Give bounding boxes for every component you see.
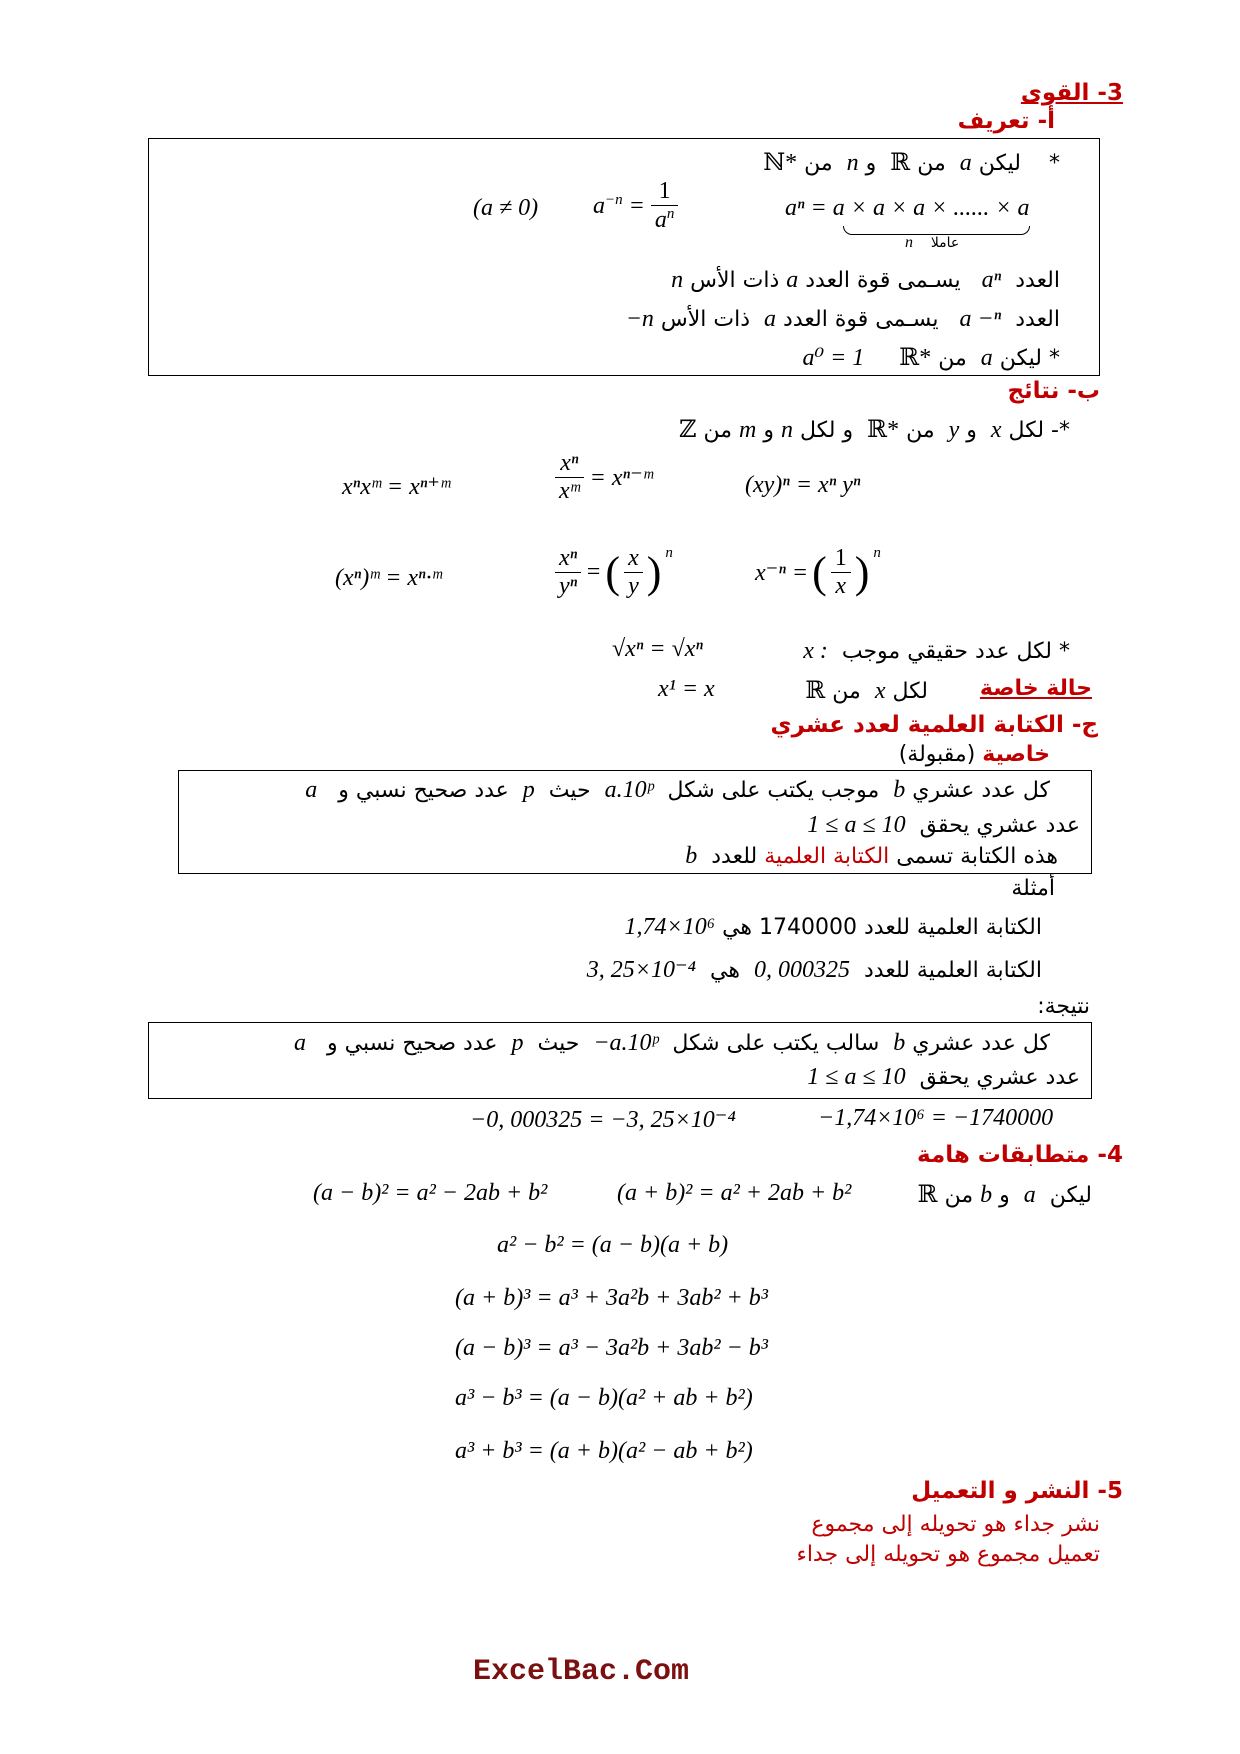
property-line-2: عدد عشري يحقق 1 ≤ a ≤ 10 [807,812,1080,838]
section-3c-title: ج- الكتابة العلمية لعدد عشري [770,712,1098,738]
power-product-formula: aⁿ = a × a × a × ...... × a [785,195,1030,221]
formula-power-of-quotient: $\frac{\text{xⁿ}}{\text{yⁿ}}$ = ( $\frac{x}{y}$ ) $^n$ [555,545,673,600]
section-3a-title: أ- تعريف [957,108,1055,134]
results-intro: *- لكل x و y من ℝ* و لكل n و m من ℤ [678,417,1070,443]
def-line-3: العدد aⁿ يسـمى قوة العدد a ذات الأس n [671,267,1060,293]
example-1: الكتابة العلمية للعدد 1740000 هي 1,74×10⁶ [624,914,1042,940]
identity-sum-of-cubes: a³ + b³ = (a + b)(a² − ab + b²) [455,1438,753,1464]
site-watermark: ExcelBac.Com [473,1655,690,1689]
section-3b-title: ب- نتائج [1007,378,1100,404]
section-3-title: 3- القوى [1020,80,1123,106]
property-note: (مقبولة) [898,742,976,767]
def-text: و [865,151,877,176]
example-2: الكتابة العلمية للعدد 0, 000325 هي 3, 25×10⁻⁴ [586,957,1042,983]
def-text: من [804,151,833,176]
property-heading [899,742,1050,767]
def-line-1 [763,148,1060,177]
identity-square-sum: (a + b)² = a² + 2ab + b² [617,1180,852,1206]
examples-title: أمثلة [1011,876,1055,901]
zero-power-formula: a⁰ = 1 [802,345,865,371]
result-line-1: كل عدد عشري b سالب يكتب على شكل −a.10ᵖ حيث p عدد صحيح نسبي و a [294,1030,1050,1056]
expansion-definition: نشر جداء هو تحويله إلى مجموع [811,1512,1100,1537]
result-title: نتيجة: [1037,994,1090,1019]
sqrt-formula: √xⁿ = √xⁿ [612,636,703,662]
formula-product-powers: xⁿxᵐ = xⁿ⁺ᵐ [342,474,450,500]
formula-quotient-powers: $\frac{\text{xⁿ}}{\text{xᵐ}}$ = xⁿ⁻ᵐ [555,450,653,505]
formula-negative-power: x⁻ⁿ = ( $\frac{1}{x}$ ) $^n$ [755,545,881,599]
formula-power-of-product: (xy)ⁿ = xⁿ yⁿ [745,472,861,498]
special-case-formula: x¹ = x [658,676,715,702]
result-line-2: عدد عشري يحقق 1 ≤ a ≤ 10 [807,1064,1080,1090]
def-set-R: ℝ [890,150,911,176]
def-line-5: * ليكن a من ℝ* a⁰ = 1 [802,345,1060,371]
special-case-title: حالة خاصة [979,676,1092,701]
negative-power-formula [593,178,678,234]
property-title: خاصية [982,742,1050,767]
underbrace-label [905,234,959,252]
formula-power-of-power: (xⁿ)ᵐ = xⁿ·ᵐ [335,565,442,591]
def-l4-power: a −ⁿ [959,306,1002,332]
identity-cube-diff: (a − b)³ = a³ − 3a²b + 3ab² − b³ [455,1335,768,1361]
def-text: من [917,151,946,176]
identity-square-diff: (a − b)² = a² − 2ab + b² [313,1180,548,1206]
property-line-3: هذه الكتابة تسمى الكتابة العلمية للعدد b [685,843,1058,869]
result-example-1: −1,74×10⁶ = −1740000 [818,1105,1054,1131]
neg-power-lhs: $a^{-n}$ = [593,192,645,219]
def-text: ليكن [978,151,1022,176]
nonzero-condition: (a ≠ 0) [473,195,539,221]
identity-diff-of-squares: a² − b² = (a − b)(a + b) [497,1232,729,1258]
neg-power-fraction: $\frac{1}{a^n}$ [651,178,679,234]
property-line-1: كل عدد عشري b موجب يكتب على شكل a.10ᵖ حيث p عدد صحيح نسبي و a [305,777,1050,803]
def-star: * [1049,151,1060,176]
underbrace-n: n [905,234,913,251]
def-line-4: العدد a −ⁿ يسـمى قوة العدد a ذات الأس −n [625,306,1060,332]
underbrace-word: عاملا [930,235,960,251]
def-set-N: ℕ* [763,150,798,176]
special-case-line: لكل x من ℝ [805,678,928,704]
sqrt-property-line: * لكل عدد حقيقي موجب x : [803,638,1070,664]
identities-intro: ليكن a و b من ℝ [917,1182,1092,1208]
result-example-2: −0, 000325 = −3, 25×10⁻⁴ [470,1107,736,1133]
section-5-title: 5- النشر و التعميل [911,1478,1123,1504]
factorization-definition: تعميل مجموع هو تحويله إلى جداء [796,1542,1100,1567]
section-4-title: 4- متطابقات هامة [917,1142,1123,1168]
identity-cube-sum: (a + b)³ = a³ + 3a²b + 3ab² + b³ [455,1285,768,1311]
def-var-a: a [959,150,972,176]
def-var-n: n [846,150,859,176]
identity-diff-of-cubes: a³ − b³ = (a − b)(a² + ab + b²) [455,1385,753,1411]
def-l3-power: aⁿ [981,267,1002,293]
